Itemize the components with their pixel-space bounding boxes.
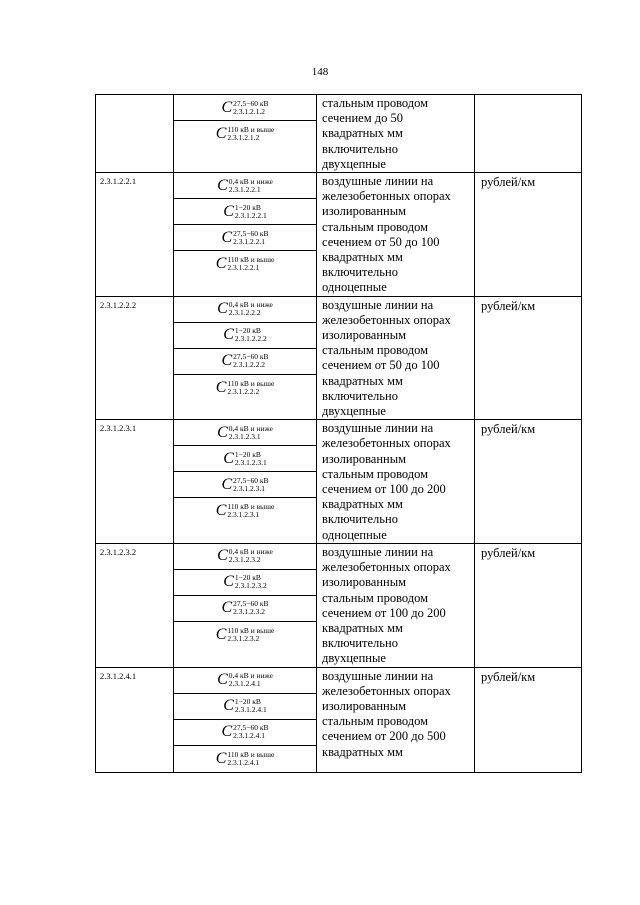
row-unit: рублей/км bbox=[481, 545, 536, 560]
row-description: стальным проводом сечением до 50 квадратных мм включительно двухцепные bbox=[322, 96, 429, 171]
rate-symbol bbox=[221, 477, 268, 493]
symbol-box bbox=[174, 570, 316, 596]
symbol-box bbox=[174, 173, 316, 199]
symbol-letter: C bbox=[221, 599, 233, 617]
description-cell bbox=[317, 95, 475, 173]
code-cell bbox=[96, 296, 174, 420]
symbol-scripts bbox=[233, 230, 268, 246]
symbol-subscript: 2.3.1.2.2.1 bbox=[227, 263, 260, 273]
symbol-letter: C bbox=[215, 502, 227, 520]
symbol-superscript: 1−20 кВ bbox=[234, 449, 261, 459]
symbol-cell bbox=[174, 95, 317, 173]
description-cell bbox=[317, 420, 475, 544]
rate-symbol bbox=[216, 380, 275, 396]
symbol-letter: C bbox=[215, 378, 227, 396]
row-description: воздушные линии на железобетонных опорах изолированным стальным проводом сечением от 100 до 200 квадратных мм включительно двухцепные bbox=[322, 544, 451, 666]
symbol-subscript: 2.3.1.2.2.2 bbox=[227, 386, 260, 396]
symbol-scripts bbox=[227, 627, 274, 643]
code-cell bbox=[96, 667, 174, 772]
table-row bbox=[96, 543, 582, 667]
symbol-scripts bbox=[229, 425, 273, 441]
symbol-box bbox=[174, 297, 316, 323]
symbol-scripts bbox=[235, 327, 267, 343]
symbol-letter: C bbox=[221, 228, 233, 246]
row-code: 2.3.1.2.3.1 bbox=[100, 423, 137, 434]
row-description: воздушные линии на железобетонных опорах изолированным стальным проводом сечением от 50 до 100 квадратных мм включительно двухцепные bbox=[322, 297, 451, 419]
symbol-cell bbox=[174, 173, 317, 297]
symbol-box bbox=[174, 323, 316, 349]
symbol-box bbox=[174, 95, 316, 121]
code-cell bbox=[96, 95, 174, 173]
symbol-letter: C bbox=[223, 697, 234, 715]
symbol-subscript: 2.3.1.2.3.2 bbox=[227, 633, 260, 643]
symbol-box bbox=[174, 746, 316, 772]
symbol-box bbox=[174, 544, 316, 570]
table-row bbox=[96, 667, 582, 772]
row-code: 2.3.1.2.2.1 bbox=[100, 176, 137, 187]
symbol-subscript: 2.3.1.2.3.2 bbox=[233, 607, 266, 617]
rate-symbol bbox=[221, 230, 268, 246]
symbol-letter: C bbox=[221, 723, 233, 741]
symbol-superscript: 27,5−60 кВ bbox=[233, 352, 269, 362]
symbol-subscript: 2.3.1.2.3.2 bbox=[234, 581, 267, 591]
rate-symbol bbox=[223, 574, 267, 590]
row-code bbox=[96, 95, 173, 98]
rate-symbol bbox=[223, 451, 267, 467]
symbol-box bbox=[174, 668, 316, 694]
symbol-subscript: 2.3.1.2.1.2 bbox=[233, 106, 266, 116]
symbol-letter: C bbox=[221, 352, 233, 370]
description-cell bbox=[317, 667, 475, 772]
symbol-superscript: 110 кВ и выше bbox=[227, 255, 275, 265]
row-description: воздушные линии на железобетонных опорах изолированным стальным проводом сечением от 50 до 100 квадратных мм включительно одноцепные bbox=[322, 174, 451, 295]
rate-symbol bbox=[216, 126, 275, 142]
symbol-letter: C bbox=[215, 749, 227, 767]
code-cell bbox=[96, 173, 174, 297]
symbol-letter: C bbox=[217, 423, 228, 441]
symbol-scripts bbox=[233, 477, 268, 493]
symbol-superscript: 1−20 кВ bbox=[234, 697, 261, 707]
table-body bbox=[96, 95, 582, 773]
symbol-box bbox=[174, 199, 316, 225]
symbol-subscript: 2.3.1.2.3.1 bbox=[233, 483, 266, 493]
symbol-letter: C bbox=[215, 255, 227, 273]
symbol-letter: C bbox=[223, 326, 234, 344]
symbol-letter: C bbox=[223, 202, 234, 220]
symbol-superscript: 27,5−60 кВ bbox=[233, 723, 269, 733]
symbol-box bbox=[174, 446, 316, 472]
rate-symbol bbox=[221, 100, 268, 116]
tariff-table bbox=[95, 94, 582, 773]
rate-symbol bbox=[216, 503, 275, 519]
symbol-subscript: 2.3.1.2.3.1 bbox=[234, 457, 267, 467]
symbol-box bbox=[174, 349, 316, 375]
unit-cell bbox=[475, 667, 582, 772]
rate-symbol bbox=[217, 301, 273, 317]
symbol-subscript: 2.3.1.2.1.2 bbox=[227, 133, 260, 142]
symbol-scripts bbox=[227, 503, 274, 519]
unit-cell bbox=[475, 420, 582, 544]
symbol-scripts bbox=[235, 451, 267, 467]
symbol-cell bbox=[174, 420, 317, 544]
symbol-scripts bbox=[233, 353, 268, 369]
symbol-superscript: 0,4 кВ и ниже bbox=[228, 423, 273, 433]
symbol-superscript: 1−20 кВ bbox=[234, 326, 261, 336]
symbol-scripts bbox=[227, 256, 274, 272]
row-unit bbox=[475, 95, 581, 97]
symbol-letter: C bbox=[217, 671, 228, 689]
symbol-scripts bbox=[227, 751, 274, 767]
symbol-letter: C bbox=[223, 449, 234, 467]
row-unit: рублей/км bbox=[481, 669, 536, 684]
symbol-superscript: 110 кВ и выше bbox=[227, 502, 275, 512]
symbol-box bbox=[174, 720, 316, 746]
rate-symbol bbox=[217, 672, 273, 688]
symbol-subscript: 2.3.1.2.2.1 bbox=[228, 184, 261, 194]
rate-symbol bbox=[216, 627, 275, 643]
rate-symbol bbox=[216, 256, 275, 272]
symbol-box bbox=[174, 622, 316, 648]
symbol-box bbox=[174, 251, 316, 277]
symbol-subscript: 2.3.1.2.3.2 bbox=[228, 555, 261, 565]
rate-symbol bbox=[223, 204, 267, 220]
rate-symbol bbox=[223, 698, 267, 714]
symbol-subscript: 2.3.1.2.2.1 bbox=[233, 236, 266, 246]
rate-symbol bbox=[217, 425, 273, 441]
rate-symbol bbox=[221, 353, 268, 369]
symbol-scripts bbox=[235, 574, 267, 590]
symbol-scripts bbox=[229, 178, 273, 194]
symbol-superscript: 1−20 кВ bbox=[234, 573, 261, 583]
symbol-subscript: 2.3.1.2.4.1 bbox=[233, 731, 266, 741]
symbol-subscript: 2.3.1.2.2.2 bbox=[228, 308, 261, 318]
symbol-superscript: 27,5−60 кВ bbox=[233, 599, 269, 609]
unit-cell bbox=[475, 95, 582, 173]
symbol-scripts bbox=[235, 204, 267, 220]
symbol-superscript: 0,4 кВ и ниже bbox=[228, 671, 273, 681]
symbol-letter: C bbox=[215, 625, 227, 643]
table-row bbox=[96, 420, 582, 544]
row-unit: рублей/км bbox=[481, 175, 536, 190]
symbol-superscript: 27,5−60 кВ bbox=[233, 98, 269, 108]
table-row bbox=[96, 95, 582, 173]
symbol-superscript: 110 кВ и выше bbox=[227, 125, 275, 134]
table-row bbox=[96, 296, 582, 420]
row-code: 2.3.1.2.3.2 bbox=[100, 546, 137, 557]
symbol-superscript: 0,4 кВ и ниже bbox=[228, 547, 273, 557]
symbol-letter: C bbox=[217, 547, 228, 565]
symbol-superscript: 27,5−60 кВ bbox=[233, 475, 269, 485]
symbol-cell bbox=[174, 667, 317, 772]
symbol-superscript: 110 кВ и выше bbox=[227, 378, 275, 388]
symbol-subscript: 2.3.1.2.2.2 bbox=[233, 360, 266, 370]
rate-symbol bbox=[217, 178, 273, 194]
symbol-scripts bbox=[227, 380, 274, 396]
symbol-box bbox=[174, 472, 316, 498]
symbol-superscript: 0,4 кВ и ниже bbox=[228, 176, 273, 186]
rate-symbol bbox=[216, 751, 275, 767]
symbol-subscript: 2.3.1.2.4.1 bbox=[228, 679, 261, 689]
row-unit: рублей/км bbox=[481, 422, 536, 437]
row-unit: рублей/км bbox=[481, 298, 536, 313]
rate-symbol bbox=[221, 600, 268, 616]
description-cell bbox=[317, 173, 475, 297]
symbol-box bbox=[174, 596, 316, 622]
row-code: 2.3.1.2.2.2 bbox=[100, 299, 137, 310]
rate-symbol bbox=[217, 548, 273, 564]
code-cell bbox=[96, 420, 174, 544]
symbol-letter: C bbox=[217, 300, 228, 318]
code-cell bbox=[96, 543, 174, 667]
symbol-superscript: 0,4 кВ и ниже bbox=[228, 300, 273, 310]
symbol-scripts bbox=[233, 600, 268, 616]
row-description: воздушные линии на железобетонных опорах изолированным стальным проводом сечением от 100 до 200 квадратных мм включительно одноцепные bbox=[322, 421, 451, 542]
symbol-superscript: 27,5−60 кВ bbox=[233, 228, 269, 238]
rate-symbol bbox=[221, 724, 268, 740]
rate-symbol bbox=[223, 327, 267, 343]
symbol-letter: C bbox=[215, 125, 227, 142]
symbol-subscript: 2.3.1.2.4.1 bbox=[227, 757, 260, 767]
symbol-scripts bbox=[229, 301, 273, 317]
symbol-box bbox=[174, 420, 316, 446]
symbol-scripts bbox=[233, 100, 268, 116]
unit-cell bbox=[475, 296, 582, 420]
symbol-cell bbox=[174, 543, 317, 667]
symbol-box bbox=[174, 694, 316, 720]
symbol-scripts bbox=[235, 698, 267, 714]
symbol-scripts bbox=[229, 548, 273, 564]
symbol-superscript: 110 кВ и выше bbox=[227, 625, 275, 635]
symbol-box bbox=[174, 498, 316, 524]
page-number: 148 bbox=[311, 66, 329, 78]
table-row bbox=[96, 173, 582, 297]
symbol-scripts bbox=[233, 724, 268, 740]
description-cell bbox=[317, 543, 475, 667]
symbol-cell bbox=[174, 296, 317, 420]
symbol-box bbox=[174, 225, 316, 251]
symbol-subscript: 2.3.1.2.2.2 bbox=[234, 334, 267, 344]
row-code: 2.3.1.2.4.1 bbox=[100, 670, 137, 681]
symbol-scripts bbox=[229, 672, 273, 688]
symbol-letter: C bbox=[221, 98, 233, 116]
symbol-box bbox=[174, 121, 316, 147]
symbol-letter: C bbox=[223, 573, 234, 591]
row-description: воздушные линии на железобетонных опорах изолированным стальным проводом сечением от 200 до 500 квадратных мм bbox=[322, 668, 451, 759]
symbol-subscript: 2.3.1.2.3.1 bbox=[227, 510, 260, 520]
symbol-subscript: 2.3.1.2.4.1 bbox=[234, 705, 267, 715]
symbol-subscript: 2.3.1.2.2.1 bbox=[234, 210, 267, 220]
unit-cell bbox=[475, 543, 582, 667]
symbol-letter: C bbox=[221, 475, 233, 493]
symbol-box bbox=[174, 375, 316, 401]
description-cell bbox=[317, 296, 475, 420]
symbol-scripts bbox=[227, 126, 274, 142]
symbol-letter: C bbox=[217, 176, 228, 194]
symbol-subscript: 2.3.1.2.3.1 bbox=[228, 431, 261, 441]
symbol-superscript: 110 кВ и выше bbox=[227, 749, 275, 759]
unit-cell bbox=[475, 173, 582, 297]
symbol-superscript: 1−20 кВ bbox=[234, 202, 261, 212]
